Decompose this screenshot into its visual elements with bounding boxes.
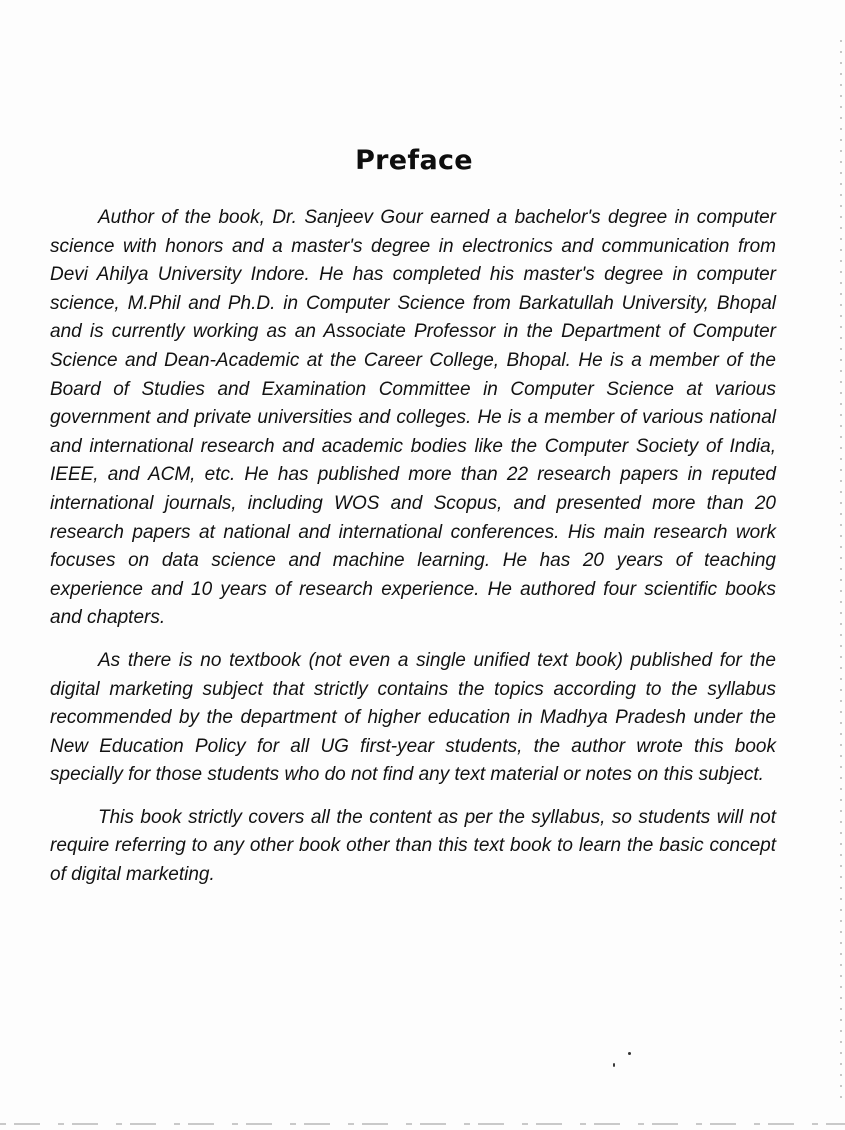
scan-speck <box>613 1063 615 1067</box>
paragraph-purpose: As there is no textbook (not even a single unified text book) published for the digital marketing subject that strictly contains the topics according to the syllabus recommended by the department of higher education in Madhya Pradesh under the New Education Policy for all UG first-year students, the author wrote this book specially for those students who do not find any text material or notes on this subject. <box>50 649 776 786</box>
scan-speck <box>628 1052 631 1055</box>
page-title: Preface <box>355 145 473 177</box>
preface-body <box>50 204 776 904</box>
scan-edge-bottom <box>0 1123 845 1125</box>
paragraph-author-bio: Author of the book, Dr. Sanjeev Gour earned a bachelor's degree in computer science with honors and a master's degree in electronics and communication from Devi Ahilya University Indore. He has completed his master's degree in computer science, M.Phil and Ph.D. in Computer Science from Barkatullah University, Bhopal and is currently working as an Associate Professor in the Department of Computer Science and Dean-Academic at the Career College, Bhopal. He is a member of the Board of Studies and Examination Committee in Computer Science at various government and private universities and colleges. He is a member of various national and international research and academic bodies like the Computer Society of India, IEEE, and ACM, etc. He has published more than 22 research papers in reputed international journals, including WOS and Scopus, and presented more than 20 research papers at national and international conferences. His main research work focuses on data science and machine learning. He has 20 years of teaching experience and 10 years of research experience. He authored four scientific books and chapters. <box>50 207 776 629</box>
paragraph-coverage: This book strictly covers all the content as per the syllabus, so students will not require referring to any other book other than this text book to learn the basic concept of digital marketing. <box>50 806 776 886</box>
scan-edge-right <box>840 40 842 1100</box>
